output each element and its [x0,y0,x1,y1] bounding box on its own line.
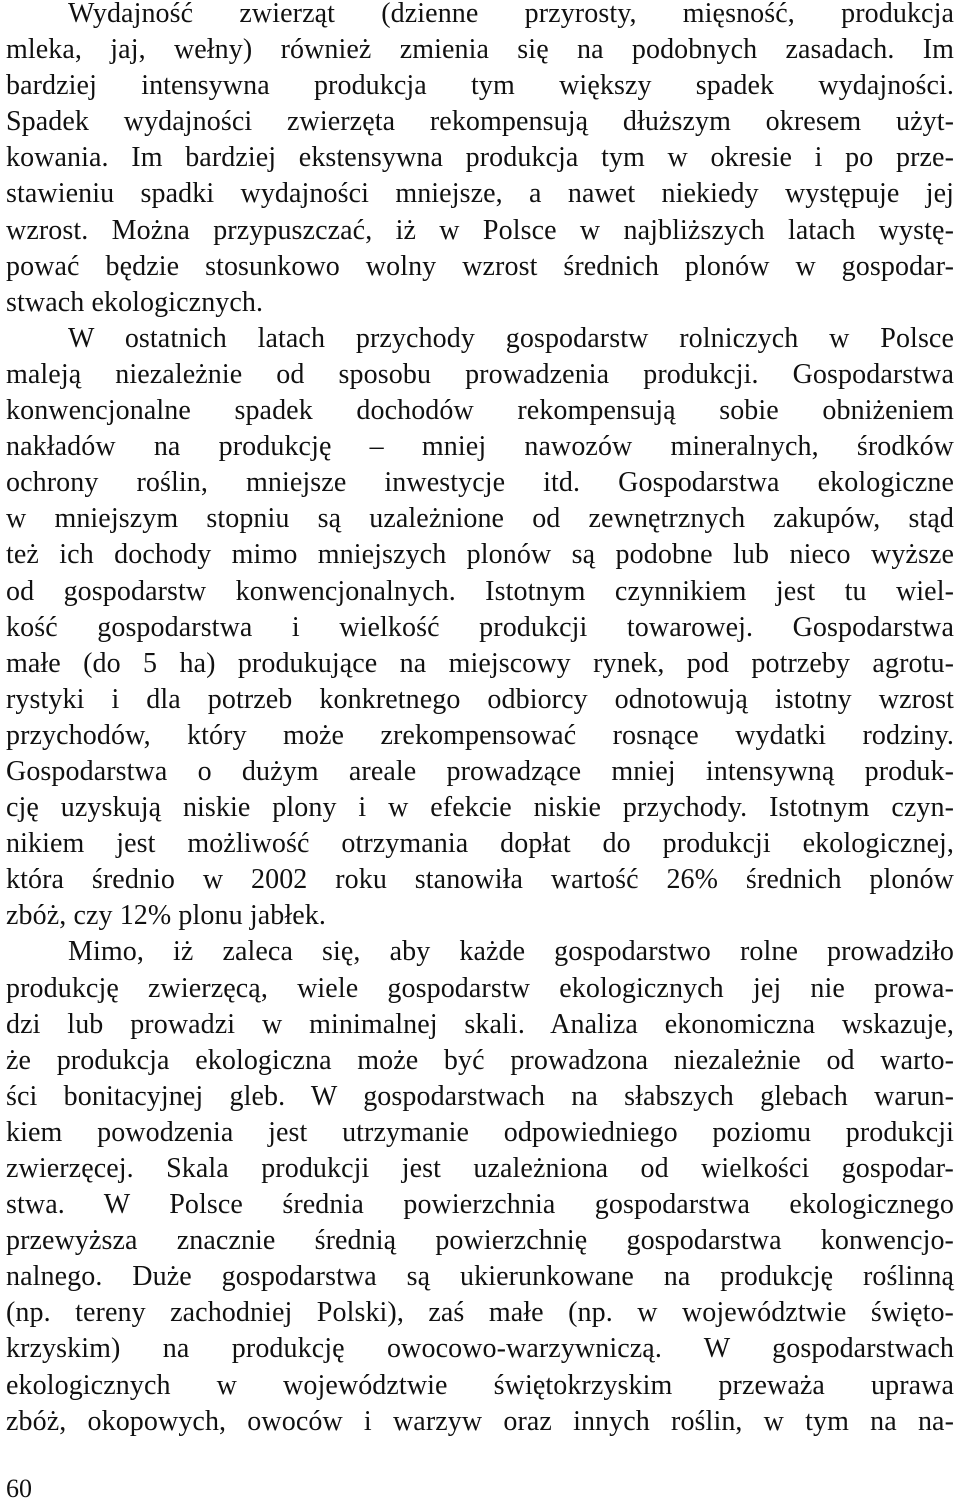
paragraph-line: która średnio w 2002 roku stanowiła wartość 26% średnich plonów [6,864,954,896]
page-number: 60 [6,1474,32,1503]
paragraph-line: W ostatnich latach przychody gospodarstw rolniczych w Polsce [68,322,954,354]
paragraph-line: od gospodarstw konwencjonalnych. Istotnym czynnikiem jest tu wiel- [6,575,954,607]
paragraph-line: ekologicznych w województwie świętokrzyskim przeważa uprawa [6,1369,954,1401]
paragraph-line: wzrost. Można przypuszczać, iż w Polsce w najbliższych latach wystę- [6,214,954,246]
paragraph-line: zbóż, czy 12% plonu jabłek. [6,900,326,932]
paragraph-line: pować będzie stosunkowo wolny wzrost średnich plonów w gospodar- [6,250,954,282]
paragraph-line: rystyki i dla potrzeb konkretnego odbiorcy odnotowują istotny wzrost [6,683,954,715]
paragraph-line: przychodów, który może zrekompensować rosnące wydatki rodziny. [6,719,954,751]
paragraph-line: nikiem jest możliwość otrzymania dopłat do produkcji ekologicznej, [6,828,954,860]
paragraph-line: produkcję zwierzęcą, wiele gospodarstw ekologicznych jej nie prowa- [6,972,954,1004]
paragraph-line: kiem powodzenia jest utrzymanie odpowiedniego poziomu produkcji [6,1116,954,1148]
paragraph-line: stwa. W Polsce średnia powierzchnia gospodarstwa ekologicznego [6,1189,954,1221]
paragraph-line: nalnego. Duże gospodarstwa są ukierunkowane na produkcję roślinną [6,1261,954,1293]
paragraph-line: krzyskim) na produkcję owocowo-warzywniczą. W gospodarstwach [6,1333,954,1365]
paragraph-line: maleją niezależnie od sposobu prowadzenia produkcji. Gospodarstwa [6,358,954,390]
paragraph-line: przewyższa znacznie średnią powierzchnię gospodarstwa konwencjo- [6,1225,954,1257]
paragraph-line: stawieniu spadki wydajności mniejsze, a nawet niekiedy występuje jej [6,178,954,210]
paragraph-line: też ich dochody mimo mniejszych plonów są podobne lub nieco wyższe [6,539,954,571]
paragraph-line: mleka, jaj, wełny) również zmienia się na podobnych zasadach. Im [6,34,954,66]
paragraph-line: Gospodarstwa o dużym areale prowadzące mniej intensywną produk- [6,755,954,787]
paragraph-line: konwencjonalne spadek dochodów rekompensują sobie obniżeniem [6,395,954,427]
paragraph-line: Wydajność zwierząt (dzienne przyrosty, mięsność, produkcja [68,0,954,29]
paragraph-line: cję uzyskują niskie plony i w efekcie niskie przychody. Istotnym czyn- [6,792,954,824]
paragraph-line: stwach ekologicznych. [6,286,264,318]
body-text [6,0,954,1440]
paragraph-line: w mniejszym stopniu są uzależnione od zewnętrznych zakupów, stąd [6,503,954,535]
paragraph-line: ochrony roślin, mniejsze inwestycje itd. Gospodarstwa ekologiczne [6,467,954,499]
paragraph-line: kowania. Im bardziej ekstensywna produkcja tym w okresie i po prze- [6,142,954,174]
paragraph-line: że produkcja ekologiczna może być prowadzona niezależnie od warto- [6,1044,954,1076]
paragraph-line: (np. tereny zachodniej Polski), zaś małe (np. w województwie święto- [6,1297,954,1329]
paragraph-line: ści bonitacyjnej gleb. W gospodarstwach na słabszych glebach warun- [6,1080,954,1112]
paragraph-line: zbóż, okopowych, owoców i warzyw oraz innych roślin, w tym na na- [6,1405,954,1437]
paragraph-line: bardziej intensywna produkcja tym większy spadek wydajności. [6,70,954,102]
paragraph-line: kość gospodarstwa i wielkość produkcji towarowej. Gospodarstwa [6,611,954,643]
paragraph-line: małe (do 5 ha) produkujące na miejscowy rynek, pod potrzeby agrotu- [6,647,954,679]
paragraph-line: Spadek wydajności zwierzęta rekompensują dłuższym okresem użyt- [6,106,954,138]
paragraph-line: dzi lub prowadzi w minimalnej skali. Analiza ekonomiczna wskazuje, [6,1008,954,1040]
paragraph-line: Mimo, iż zaleca się, aby każde gospodarstwo rolne prowadziło [68,936,954,968]
paragraph-line: nakładów na produkcję – mniej nawozów mineralnych, środków [6,431,954,463]
paragraph-line: zwierzęcej. Skala produkcji jest uzależniona od wielkości gospodar- [6,1153,954,1184]
